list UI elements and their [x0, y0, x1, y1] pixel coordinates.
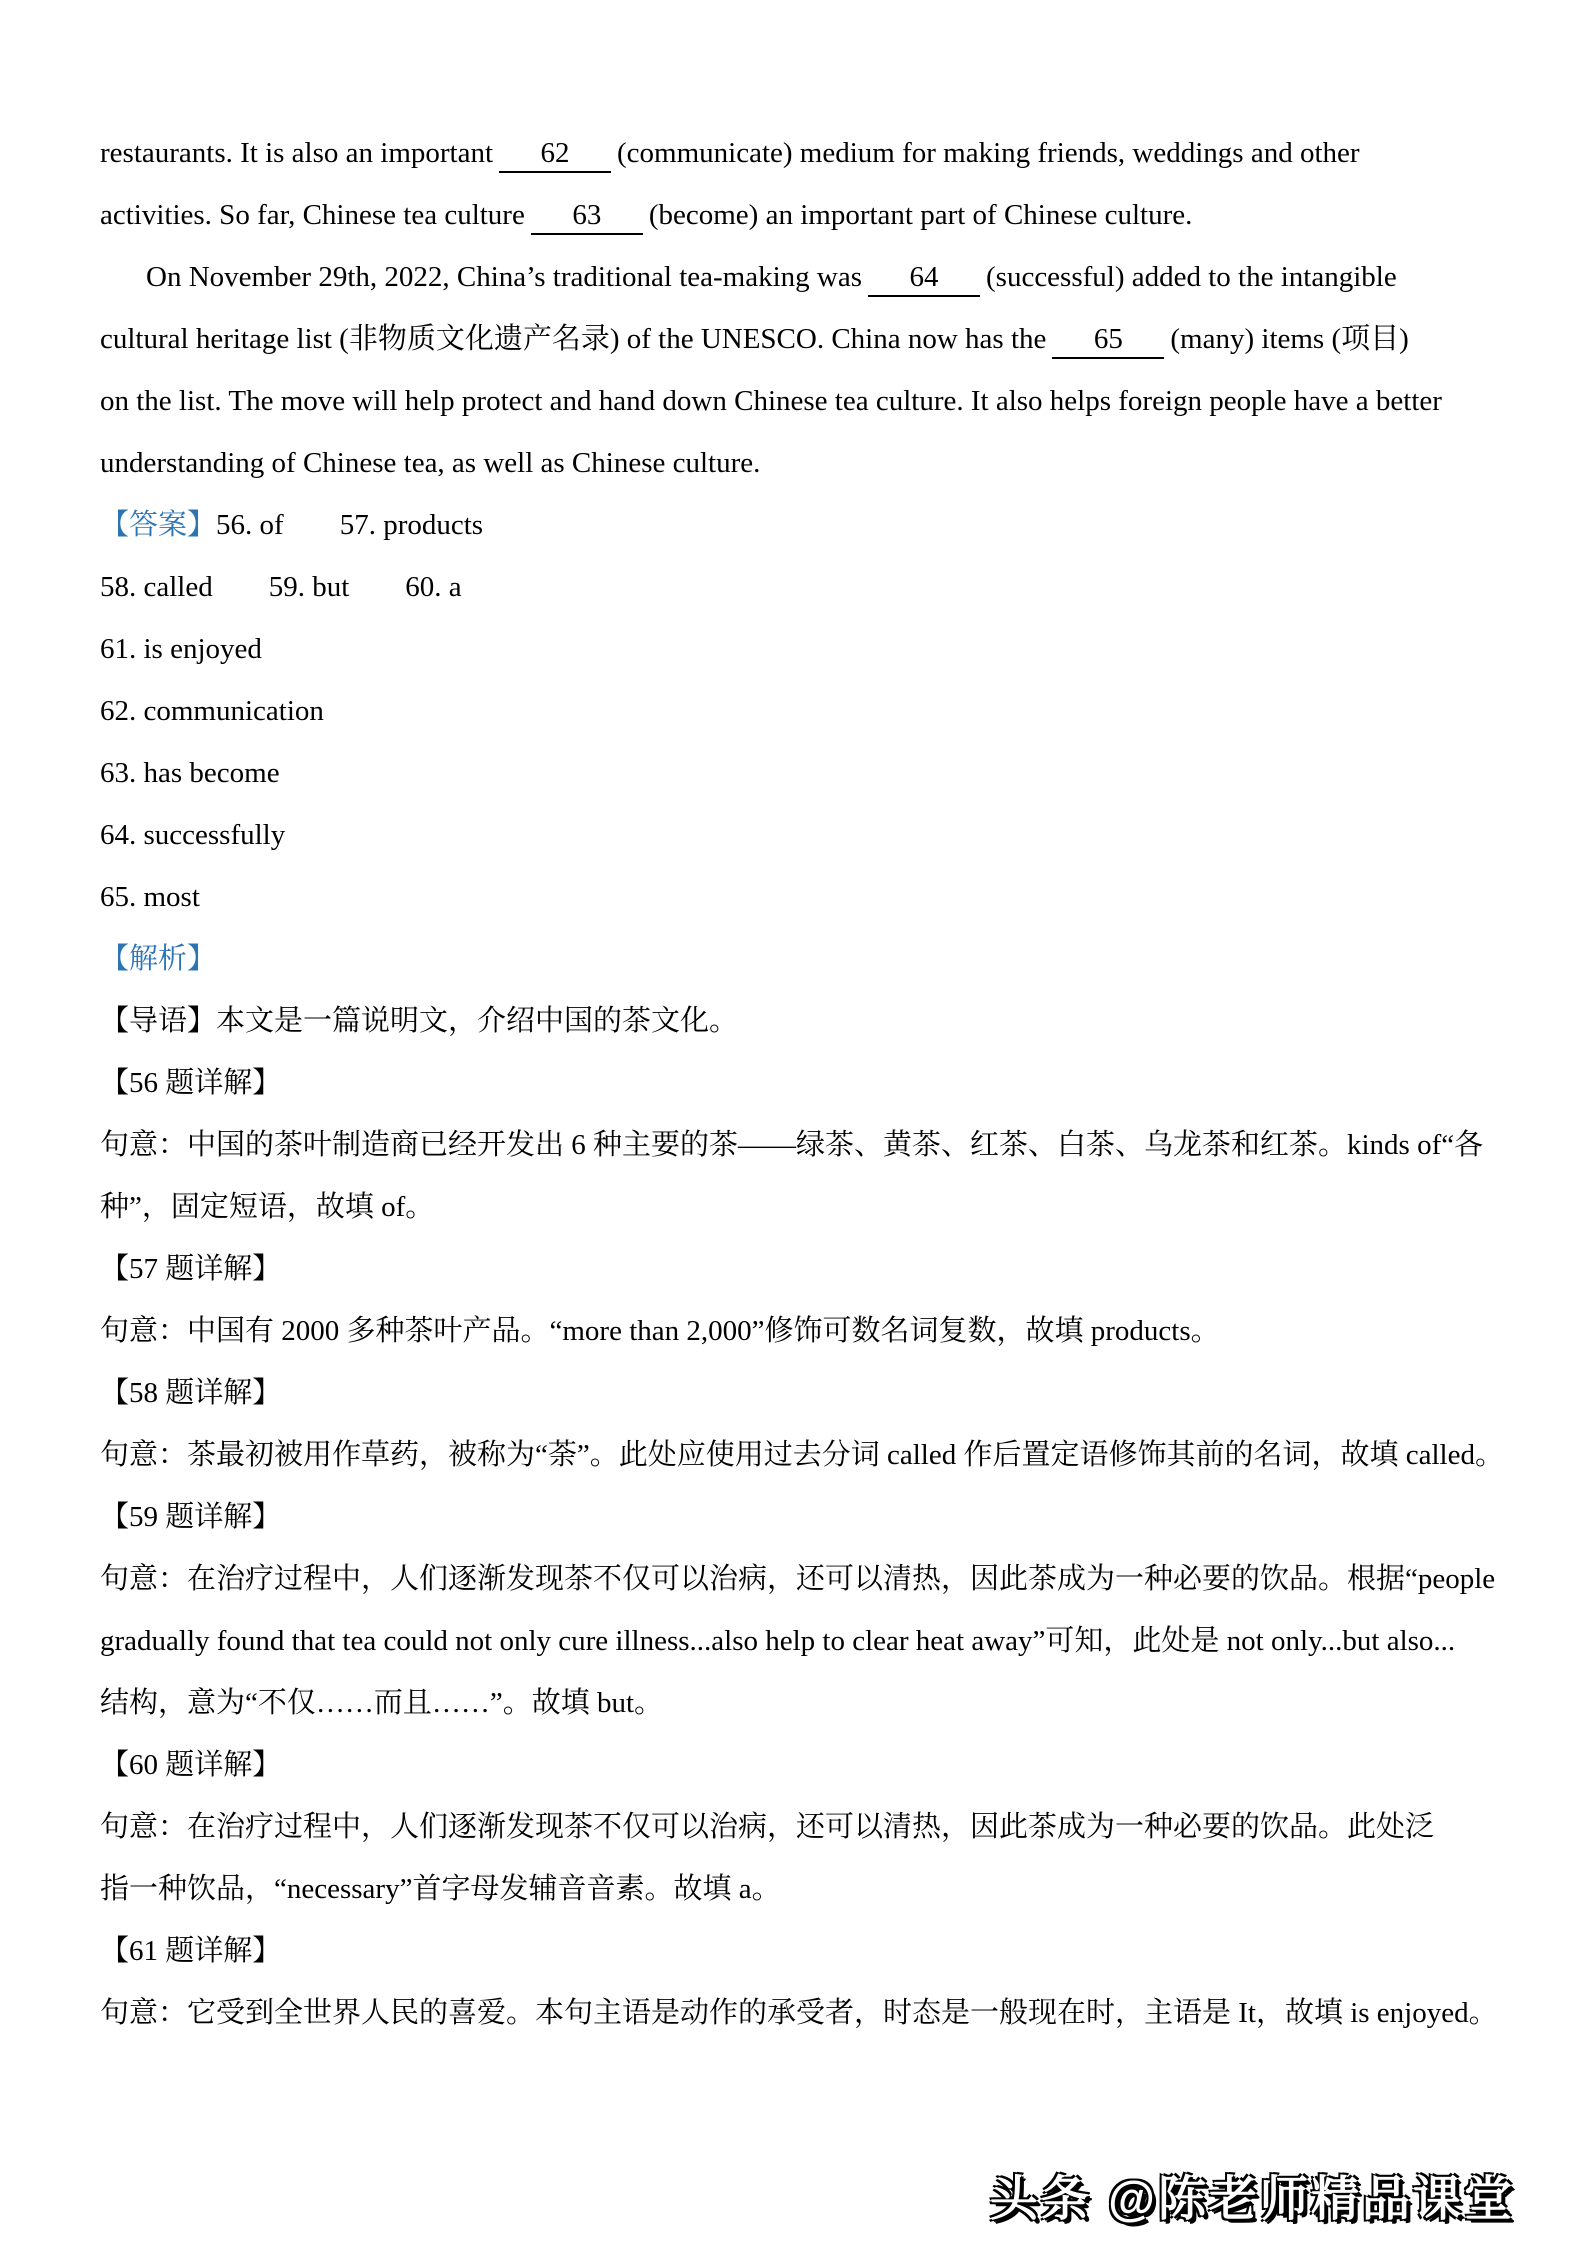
passage-text: (many) items (项目) [1170, 323, 1409, 355]
passage-line [100, 246, 1497, 308]
answer-item: 60. a [405, 571, 462, 603]
passage-text: understanding of Chinese tea, as well as Chinese culture. [100, 447, 761, 479]
cloze-blank-64: 64 [868, 261, 980, 297]
cloze-blank-65: 65 [1052, 323, 1164, 359]
analysis-label-line [100, 928, 1497, 990]
answer-line [100, 680, 1497, 742]
watermark-text: 头条 @陈老师精品课堂 [989, 2173, 1515, 2226]
passage-text: (successful) added to the intangible [986, 261, 1397, 293]
passage-text: activities. So far, Chinese tea culture [100, 199, 525, 231]
answer-item: 61. is enjoyed [100, 633, 262, 665]
cloze-blank-63: 63 [531, 199, 643, 235]
analysis-line: 句意：它受到全世界人民的喜爱。本句主语是动作的承受者，时态是一般现在时，主语是 It，故填 is enjoyed。 [100, 1997, 1498, 2029]
answer-line [100, 618, 1497, 680]
cloze-passage [100, 122, 1497, 494]
answer-line [100, 556, 1497, 618]
answer-item: 57. products [339, 509, 484, 541]
analysis-line: gradually found that tea could not only cure illness...also help to clear heat away”可知，此处是 not only...but also... [100, 1625, 1456, 1657]
analysis-line: 【59 题详解】 [100, 1501, 282, 1533]
analysis-line: 指一种饮品，“necessary”首字母发辅音音素。故填 a。 [100, 1873, 781, 1905]
analysis-line: 【61 题详解】 [100, 1935, 282, 1967]
answer-item: 62. communication [100, 695, 324, 727]
analysis-line: 种”，固定短语，故填 of。 [100, 1191, 435, 1223]
passage-text: (become) an important part of Chinese culture. [648, 199, 1193, 231]
analysis-line: 【58 题详解】 [100, 1377, 282, 1409]
answer-item: 56. of [216, 509, 284, 541]
passage-line [100, 370, 1497, 432]
answer-item: 64. successfully [100, 819, 286, 851]
answer-item: 65. most [100, 881, 200, 913]
answer-line [100, 742, 1497, 804]
analysis-line: 【56 题详解】 [100, 1067, 282, 1099]
analysis-line: 句意：在治疗过程中，人们逐渐发现茶不仅可以治病，还可以清热，因此茶成为一种必要的饮品。根据“people [100, 1563, 1496, 1595]
analysis-line: 句意：中国的茶叶制造商已经开发出 6 种主要的茶——绿茶、黄茶、红茶、白茶、乌龙茶和红茶。kinds of“各 [100, 1129, 1484, 1161]
passage-text: restaurants. It is also an important [100, 137, 494, 169]
answer-line [100, 494, 1497, 556]
answer-item: 59. but [268, 571, 350, 603]
analysis-line: 【60 题详解】 [100, 1749, 282, 1781]
answer-key-label: 【答案】 [100, 509, 217, 541]
answer-item: 63. has become [100, 757, 280, 789]
answer-line [100, 804, 1497, 866]
answer-key [100, 494, 1497, 928]
cloze-blank-62: 62 [499, 137, 611, 173]
passage-line [100, 122, 1497, 184]
passage-line [100, 184, 1497, 246]
passage-text: On November 29th, 2022, China’s traditional tea-making was [146, 261, 862, 293]
analysis-line: 结构，意为“不仅……而且……”。故填 but。 [100, 1687, 664, 1719]
analysis-label: 【解析】 [100, 943, 217, 975]
passage-line [100, 432, 1497, 494]
analysis-line: 句意：茶最初被用作草药，被称为“荼”。此处应使用过去分词 called 作后置定语修饰其前的名词，故填 called。 [100, 1439, 1504, 1471]
passage-text: cultural heritage list (非物质文化遗产名录) of the UNESCO. China now has the [100, 323, 1047, 355]
answer-line [100, 866, 1497, 928]
analysis-line: 句意：在治疗过程中，人们逐渐发现茶不仅可以治病，还可以清热，因此茶成为一种必要的饮品。此处泛 [100, 1811, 1435, 1843]
analysis-line: 【导语】本文是一篇说明文，介绍中国的茶文化。 [100, 1005, 739, 1037]
passage-text: on the list. The move will help protect and hand down Chinese tea culture. It also helps foreign people have a better [100, 385, 1442, 417]
answer-item: 58. called [100, 571, 213, 603]
passage-text: (communicate) medium for making friends, weddings and other [617, 137, 1360, 169]
analysis-line: 【57 题详解】 [100, 1253, 282, 1285]
passage-line [100, 308, 1497, 370]
analysis-section [100, 928, 1504, 2044]
analysis-line: 句意：中国有 2000 多种茶叶产品。“more than 2,000”修饰可数名词复数，故填 products。 [100, 1315, 1220, 1347]
